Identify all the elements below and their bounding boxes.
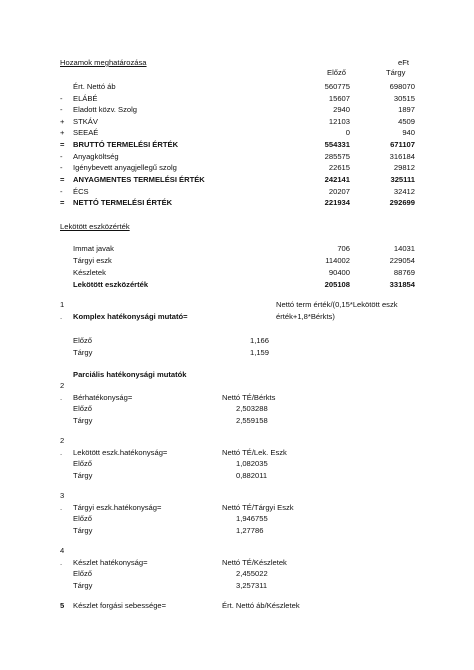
row-prev-value: 205108 xyxy=(324,280,350,289)
row-curr-value: 325111 xyxy=(390,175,415,184)
row-prev-value: 22615 xyxy=(328,163,350,172)
row-sign: - xyxy=(60,94,63,103)
row-sign: = xyxy=(60,140,65,149)
row-label: NETTÓ TERMELÉSI ÉRTÉK xyxy=(73,198,173,207)
row-curr-value: 1897 xyxy=(398,105,415,114)
row-sign: + xyxy=(60,128,65,137)
row-label: Anyagköltség xyxy=(73,152,119,161)
row-sign: = xyxy=(60,198,65,207)
row-curr-value: 316184 xyxy=(389,152,415,161)
indicator-label: Készlet forgási sebessége= xyxy=(73,601,167,610)
curr-value: 1,159 xyxy=(250,348,270,357)
row-label: Tárgyi eszk xyxy=(73,256,112,265)
curr-label: Tárgy xyxy=(73,581,93,590)
prev-value: 1,082035 xyxy=(236,459,268,468)
row-curr-value: 14031 xyxy=(393,244,415,253)
indicator-formula: Ért. Nettó áb/Készletek xyxy=(222,601,300,610)
prev-value: 1,946755 xyxy=(236,514,268,523)
prev-label: Előző xyxy=(73,569,92,578)
row-curr-value: 940 xyxy=(402,128,415,137)
row-label: STKÁV xyxy=(73,117,98,126)
indicator-label: Lekötött eszk.hatékonyság= xyxy=(73,448,168,457)
indicator-formula: Nettó TÉ/Készletek xyxy=(222,558,287,567)
prev-value: 1,166 xyxy=(250,336,270,345)
indicator-label: Készlet hatékonyság= xyxy=(73,558,148,567)
partial-section-title: Parciális hatékonysági mutatók xyxy=(73,370,187,379)
indicator-formula: Nettó TÉ/Tárgyi Eszk xyxy=(222,503,294,512)
indicator-formula: Nettó term érték/(0,15*Lekötött eszk xyxy=(276,300,398,309)
row-curr-value: 32412 xyxy=(393,187,415,196)
indicator-number: 2 xyxy=(60,381,65,390)
prev-label: Előző xyxy=(73,459,92,468)
prev-value: 2,503288 xyxy=(236,404,268,413)
unit-label: eFt xyxy=(398,58,409,67)
curr-value: 3,257311 xyxy=(236,581,268,590)
row-sign: - xyxy=(60,152,63,161)
row-curr-value: 4509 xyxy=(398,117,415,126)
row-curr-value: 698070 xyxy=(389,82,415,91)
column-header-curr: Tárgy xyxy=(386,68,406,77)
row-curr-value: 671107 xyxy=(390,140,415,149)
row-curr-value: 331854 xyxy=(389,280,415,289)
indicator-number: 4 xyxy=(60,546,65,555)
indicator-number: 5 xyxy=(60,601,65,610)
row-curr-value: 292699 xyxy=(389,198,415,207)
row-label: BRUTTÓ TERMELÉSI ÉRTÉK xyxy=(73,140,179,149)
indicator-dot: . xyxy=(60,448,63,457)
page-title: Hozamok meghatározása xyxy=(60,58,147,67)
indicator-dot: . xyxy=(60,312,63,321)
indicator-label: Komplex hatékonysági mutató= xyxy=(73,312,188,321)
row-prev-value: 15607 xyxy=(328,94,350,103)
row-curr-value: 30515 xyxy=(393,94,415,103)
row-prev-value: 0 xyxy=(345,128,350,137)
row-prev-value: 2940 xyxy=(333,105,350,114)
row-sign: = xyxy=(60,175,65,184)
row-label: Eladott közv. Szolg xyxy=(73,105,138,114)
indicator-label: Tárgyi eszk.hatékonyság= xyxy=(73,503,162,512)
row-prev-value: 221934 xyxy=(324,198,350,207)
indicator-label: Bérhatékonyság= xyxy=(73,393,133,402)
indicator-number: 3 xyxy=(60,491,65,500)
curr-label: Tárgy xyxy=(73,526,93,535)
row-prev-value: 560775 xyxy=(324,82,350,91)
row-prev-value: 242141 xyxy=(324,175,350,184)
row-curr-value: 88769 xyxy=(393,268,415,277)
row-label: Készletek xyxy=(73,268,106,277)
row-prev-value: 285575 xyxy=(324,152,350,161)
assets-section-title: Lekötött eszközérték xyxy=(60,222,130,231)
prev-value: 2,455022 xyxy=(236,569,268,578)
prev-label: Előző xyxy=(73,336,92,345)
indicator-dot: . xyxy=(60,503,63,512)
row-sign: - xyxy=(60,163,63,172)
row-curr-value: 29812 xyxy=(393,163,415,172)
row-curr-value: 229054 xyxy=(389,256,415,265)
row-label: Igénybevett anyagjellegű szolg xyxy=(73,163,177,172)
indicator-dot: . xyxy=(60,558,63,567)
indicator-number: 1 xyxy=(60,300,65,309)
row-prev-value: 114002 xyxy=(325,256,350,265)
indicator-formula: Nettó TÉ/Lek. Eszk xyxy=(222,448,287,457)
indicator-dot: . xyxy=(60,393,63,402)
row-prev-value: 12103 xyxy=(328,117,350,126)
row-prev-value: 20207 xyxy=(328,187,350,196)
row-label: ANYAGMENTES TERMELÉSI ÉRTÉK xyxy=(73,175,205,184)
row-label: Lekötött eszközérték xyxy=(73,280,149,289)
indicator-formula: Nettó TÉ/Bérkts xyxy=(222,393,276,402)
curr-value: 0,882011 xyxy=(236,471,268,480)
row-label: ÉCS xyxy=(73,187,89,196)
curr-value: 1,27786 xyxy=(236,526,264,535)
indicator-formula-cont: érték+1,8*Bérkts) xyxy=(276,312,335,321)
curr-value: 2,559158 xyxy=(236,416,268,425)
row-label: Immat javak xyxy=(73,244,114,253)
curr-label: Tárgy xyxy=(73,416,93,425)
row-prev-value: 90400 xyxy=(328,268,350,277)
row-sign: + xyxy=(60,117,65,126)
curr-label: Tárgy xyxy=(73,348,93,357)
column-header-prev: Előző xyxy=(327,68,346,77)
row-label: ELÁBÉ xyxy=(73,94,98,103)
row-sign: - xyxy=(60,187,63,196)
row-label: SEEAÉ xyxy=(73,128,99,137)
prev-label: Előző xyxy=(73,514,92,523)
row-prev-value: 554331 xyxy=(324,140,350,149)
curr-label: Tárgy xyxy=(73,471,93,480)
row-prev-value: 706 xyxy=(337,244,350,253)
indicator-number: 2 xyxy=(60,436,65,445)
prev-label: Előző xyxy=(73,404,92,413)
row-label: Ért. Nettó áb xyxy=(73,82,116,91)
row-sign: - xyxy=(60,105,63,114)
